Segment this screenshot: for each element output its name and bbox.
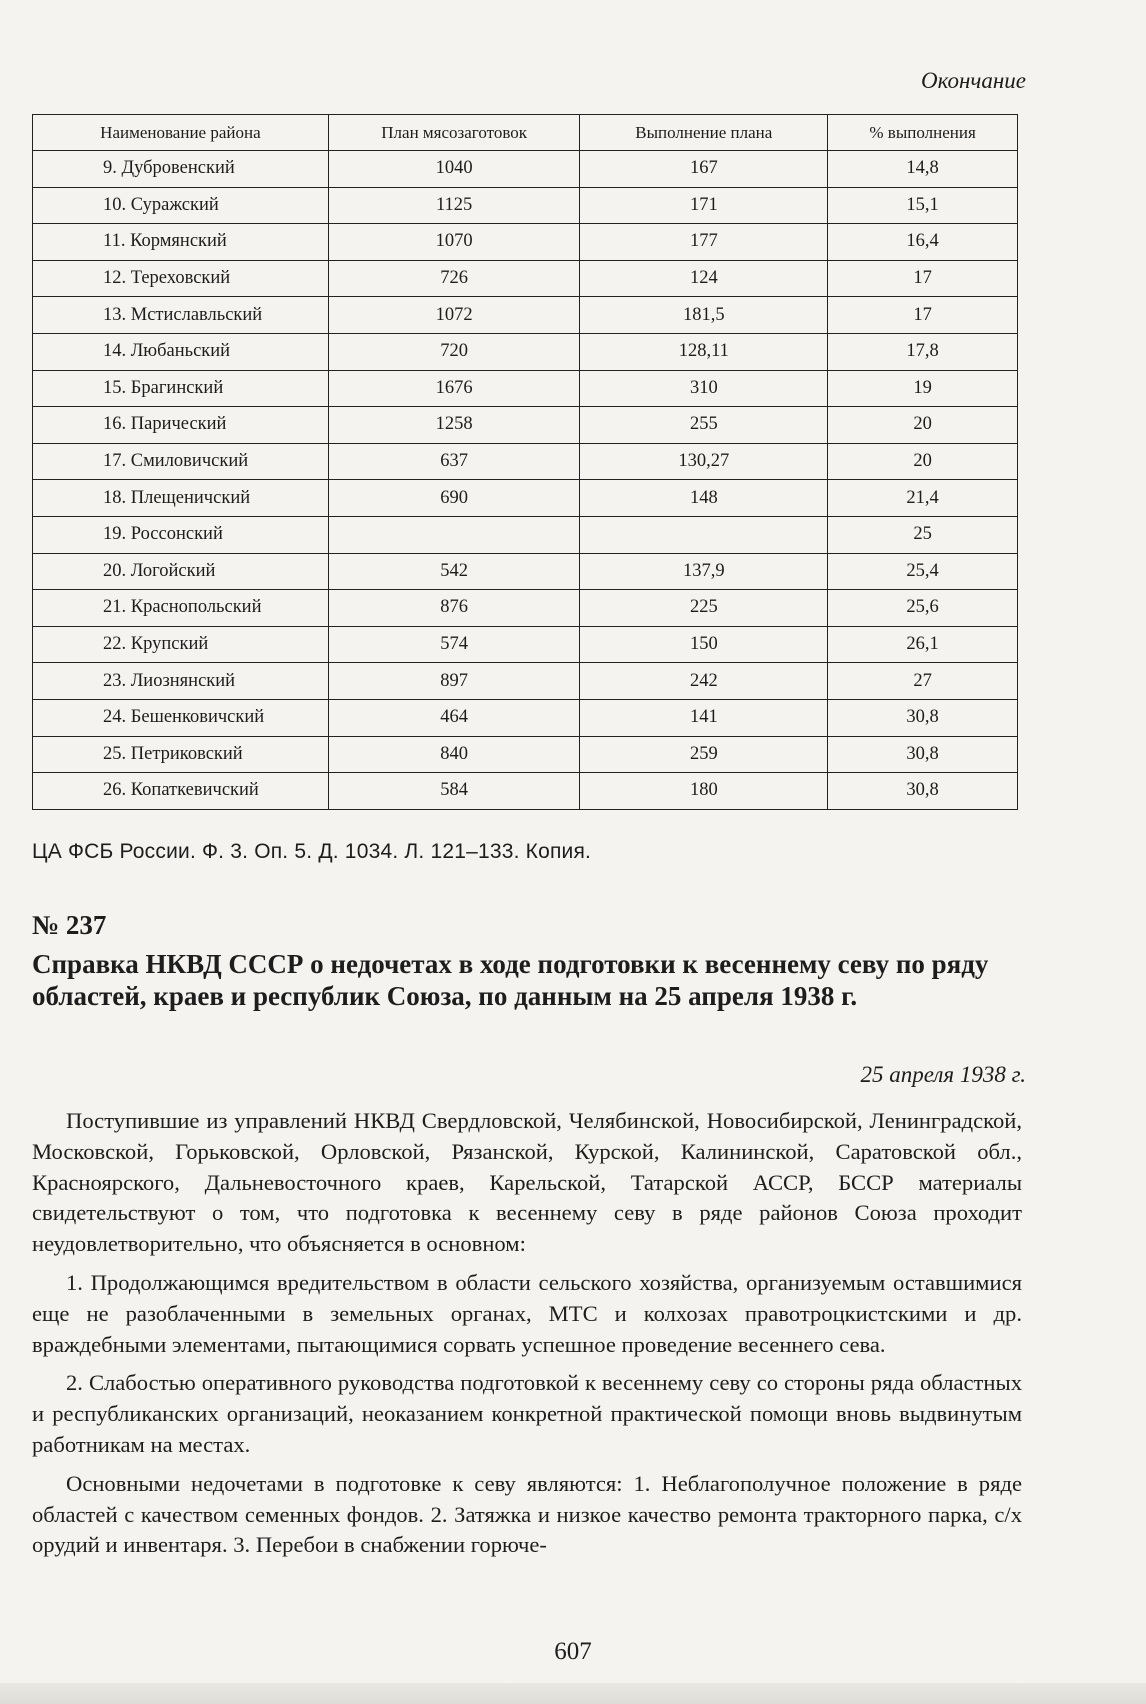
- table-row: [33, 333, 1018, 370]
- percent-cell: 15,1: [828, 187, 1018, 224]
- plan-cell: 720: [328, 333, 580, 370]
- plan-cell: 1125: [328, 187, 580, 224]
- fulfillment-cell: 177: [580, 224, 828, 261]
- district-name-cell: 24. Бешенковичский: [33, 699, 329, 736]
- table-row: [33, 297, 1018, 334]
- page-number: 607: [554, 1638, 592, 1665]
- district-name-cell: 25. Петриковский: [33, 736, 329, 773]
- page-bottom-edge: [0, 1683, 1146, 1704]
- percent-cell: 26,1: [828, 626, 1018, 663]
- column-header-fulfillment: Выполнение плана: [580, 115, 828, 151]
- plan-cell: 637: [328, 443, 580, 480]
- district-name-cell: 21. Краснопольский: [33, 590, 329, 627]
- body-paragraph: Поступившие из управлений НКВД Свердловской, Челябинской, Новосибирской, Ленинградской, Московской, Горьковской, Орловской, Рязанской, Курской, Калининской, Саратовской обл., Красноярского, Дальневосточного краев, Карельской, Татарской АССР, БССР материалы свидетельствуют о том, что подготовка к весеннему севу в ряде районов Союза проходит неудовлетворительно, что объясняется в основном:: [32, 1108, 1022, 1257]
- district-name-cell: 14. Любаньский: [33, 333, 329, 370]
- document-date: 25 апреля 1938 г.: [860, 1062, 1026, 1087]
- table-row: [33, 516, 1018, 553]
- plan-cell: 574: [328, 626, 580, 663]
- district-name-cell: 19. Россонский: [33, 516, 329, 553]
- table-row: [33, 626, 1018, 663]
- plan-cell: 464: [328, 699, 580, 736]
- body-paragraph: 1. Продолжающимся вредительством в области сельского хозяйства, организуемым оставшимися еще не разоблаченными в земельных органах, МТС и колхозах правотроцкистскими и др. враждебными элементами, пытающимися сорвать успешное проведение весеннего сева.: [32, 1269, 1022, 1357]
- plan-cell: 897: [328, 663, 580, 700]
- column-header-plan: План мясозаготовок: [328, 115, 580, 151]
- percent-cell: 14,8: [828, 151, 1018, 188]
- plan-cell: 1676: [328, 370, 580, 407]
- percent-cell: 30,8: [828, 699, 1018, 736]
- percent-cell: 17: [828, 260, 1018, 297]
- fulfillment-cell: 259: [580, 736, 828, 773]
- table-row: [33, 407, 1018, 444]
- plan-cell: 726: [328, 260, 580, 297]
- table-row: [33, 224, 1018, 261]
- percent-cell: 25: [828, 516, 1018, 553]
- fulfillment-cell: 310: [580, 370, 828, 407]
- percent-cell: 30,8: [828, 736, 1018, 773]
- table-row: [33, 187, 1018, 224]
- plan-cell: 1070: [328, 224, 580, 261]
- district-name-cell: 18. Плещеничский: [33, 480, 329, 517]
- table-row: [33, 590, 1018, 627]
- percent-cell: 17: [828, 297, 1018, 334]
- district-meat-procurement-table: [32, 114, 1018, 810]
- fulfillment-cell: 150: [580, 626, 828, 663]
- percent-cell: 20: [828, 443, 1018, 480]
- column-header-district: Наименование района: [33, 115, 329, 151]
- table-row: [33, 663, 1018, 700]
- fulfillment-cell: 148: [580, 480, 828, 517]
- percent-cell: 21,4: [828, 480, 1018, 517]
- table-row: [33, 151, 1018, 188]
- fulfillment-cell: 141: [580, 699, 828, 736]
- district-name-cell: 9. Дубровенский: [33, 151, 329, 188]
- district-name-cell: 23. Лиознянский: [33, 663, 329, 700]
- table-row: [33, 736, 1018, 773]
- district-name-cell: 17. Смиловичский: [33, 443, 329, 480]
- plan-cell: [328, 516, 580, 553]
- fulfillment-cell: 130,27: [580, 443, 828, 480]
- table-row: [33, 370, 1018, 407]
- percent-cell: 25,6: [828, 590, 1018, 627]
- document-body: [32, 1106, 1022, 1569]
- percent-cell: 19: [828, 370, 1018, 407]
- district-name-cell: 26. Копаткевичский: [33, 773, 329, 810]
- document-title: Справка НКВД СССР о недочетах в ходе подготовки к весеннему севу по ряду областей, краев и республик Союза, по данным на 25 апреля 1938 г.: [32, 949, 989, 1011]
- district-name-cell: 11. Кормянский: [33, 224, 329, 261]
- table-row: [33, 443, 1018, 480]
- percent-cell: 25,4: [828, 553, 1018, 590]
- district-name-cell: 20. Логойский: [33, 553, 329, 590]
- plan-cell: 1072: [328, 297, 580, 334]
- table-row: [33, 260, 1018, 297]
- plan-cell: 690: [328, 480, 580, 517]
- body-paragraph: Основными недочетами в подготовке к севу являются: 1. Неблагополучное положение в ряде областей с качеством семенных фондов. 2. Затяжка и низкое качество ремонта тракторного парка, с/х орудий и инвентаря. 3. Перебои в снабжении горюче-: [32, 1470, 1022, 1558]
- percent-cell: 20: [828, 407, 1018, 444]
- table-continuation-label: Окончание: [921, 68, 1026, 93]
- plan-cell: 542: [328, 553, 580, 590]
- column-header-percent: % выполнения: [828, 115, 1018, 151]
- fulfillment-cell: 255: [580, 407, 828, 444]
- plan-cell: 876: [328, 590, 580, 627]
- district-name-cell: 16. Парический: [33, 407, 329, 444]
- table-row: [33, 699, 1018, 736]
- fulfillment-cell: 124: [580, 260, 828, 297]
- district-name-cell: 12. Тереховский: [33, 260, 329, 297]
- document-number: № 237: [32, 910, 107, 940]
- percent-cell: 27: [828, 663, 1018, 700]
- table-row: [33, 480, 1018, 517]
- percent-cell: 30,8: [828, 773, 1018, 810]
- plan-cell: 584: [328, 773, 580, 810]
- fulfillment-cell: 225: [580, 590, 828, 627]
- fulfillment-cell: [580, 516, 828, 553]
- fulfillment-cell: 128,11: [580, 333, 828, 370]
- archive-source-citation: ЦА ФСБ России. Ф. 3. Оп. 5. Д. 1034. Л. 121–133. Копия.: [32, 840, 592, 863]
- fulfillment-cell: 181,5: [580, 297, 828, 334]
- plan-cell: 1040: [328, 151, 580, 188]
- fulfillment-cell: 167: [580, 151, 828, 188]
- table-row: [33, 553, 1018, 590]
- plan-cell: 840: [328, 736, 580, 773]
- plan-cell: 1258: [328, 407, 580, 444]
- fulfillment-cell: 180: [580, 773, 828, 810]
- percent-cell: 16,4: [828, 224, 1018, 261]
- district-name-cell: 22. Крупский: [33, 626, 329, 663]
- percent-cell: 17,8: [828, 333, 1018, 370]
- district-name-cell: 13. Мстиславльский: [33, 297, 329, 334]
- district-name-cell: 10. Суражский: [33, 187, 329, 224]
- table-body: [33, 151, 1018, 810]
- fulfillment-cell: 171: [580, 187, 828, 224]
- fulfillment-cell: 137,9: [580, 553, 828, 590]
- district-name-cell: 15. Брагинский: [33, 370, 329, 407]
- body-paragraph: 2. Слабостью оперативного руководства подготовкой к весеннему севу со стороны ряда областных и республиканских организаций, неоказанием конкретной практической помощи вновь выдвинутым работникам на местах.: [32, 1370, 1022, 1457]
- fulfillment-cell: 242: [580, 663, 828, 700]
- table-header-row: [33, 115, 1018, 151]
- table-row: [33, 773, 1018, 810]
